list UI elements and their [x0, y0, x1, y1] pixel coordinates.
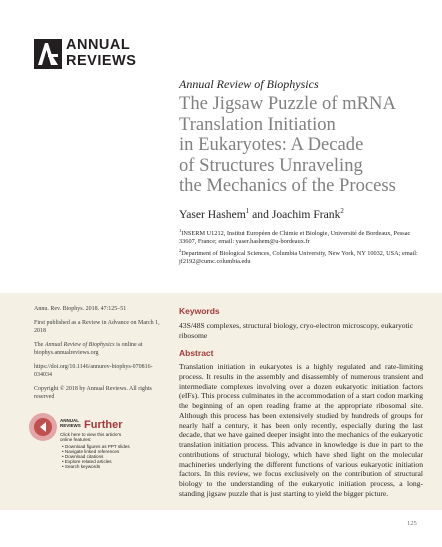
affiliation-text: Department of Biological Sciences, Columbia University, New York, NY 10032, USA; email: jf2192@cumc.columbia.edu [179, 250, 418, 266]
further-item: • Navigate linked references [62, 449, 120, 454]
online-note-journal: Annual Review of Biophysics [44, 342, 115, 348]
title-line: The Jigsaw Puzzle of mRNA [179, 93, 396, 114]
article-info-sidebar [34, 305, 169, 407]
journal-name: Annual Review of Biophysics [179, 77, 319, 91]
title-line: the Mechanics of the Process [179, 175, 396, 197]
author-list [179, 207, 344, 221]
author-conjunction: and [249, 207, 272, 221]
keywords-heading: Keywords [179, 306, 220, 316]
title-line: of Structures Unraveling [179, 154, 363, 176]
affiliation [179, 227, 419, 247]
online-note-suffix: is online at biophys.annualreviews.org [34, 342, 143, 356]
further-brand-annual: ANNUAL [60, 418, 79, 423]
copyright-note: Copyright © 2018 by Annual Reviews. All rights reserved [34, 386, 152, 400]
author-name: Yaser Hashem [179, 207, 246, 221]
annual-reviews-logo-mark [34, 39, 62, 69]
further-badge [26, 410, 166, 482]
affiliation [179, 247, 419, 267]
author-name: Joachim Frank [271, 207, 341, 221]
affiliation-text: INSERM U1212, Institut Européen de Chimie et Biologie, Université de Bordeaux, Pessac 33607, France; email: yaser.hashem@u-bordeaux.fr [179, 230, 411, 246]
author-affiliation-marker: 2 [340, 207, 344, 215]
affiliation-marker: 1 [179, 228, 182, 233]
further-intro-line-1: Click here to view this article's [60, 432, 122, 437]
abstract-text: Translation initiation in eukaryotes is a highly regulated and rate-limiting process. It results in the assembly and disassembly of numerous transient and intermediate complexes involving over a dozen eukaryotic initiation factors (eIFs). This process culminates in the accommodation of a start codon marking the beginning of an open reading frame at the appropriate ribosomal site. Although this process has been extensively studied by hundreds of groups for nearly half a century, it has been only recently, especially during the last decade, that we have gained deeper insight into the mechanics of the eukaryotic translation initiation process. This advance in knowledge is due in part to the contributions of structural biology, which have shed light on the molecular machineries underlying the different functions of various eukaryotic initiation factors. In this review, we focus exclusively on the contribution of structural biology to the understanding of the eukaryotic initiation process, a long-standing jigsaw puzzle that is just starting to yield the bigger picture. [179, 362, 423, 498]
title-line: Translation Initiation [179, 113, 336, 135]
annual-reviews-logo [34, 38, 154, 70]
further-word: Further [84, 419, 123, 431]
logo-wordmark [66, 38, 136, 69]
citation: Annu. Rev. Biophys. 2018. 47:125–51 [34, 306, 127, 312]
abstract-heading: Abstract [179, 348, 214, 358]
first-published-note: First published as a Review in Advance on March 1, 2018 [34, 320, 160, 334]
title-line: in Eukaryotes: A Decade [179, 134, 364, 156]
online-note-prefix: The [34, 342, 45, 348]
author-affiliation-marker: 1 [245, 207, 250, 215]
logo-line-reviews: REVIEWS [66, 52, 137, 69]
article-title [179, 94, 429, 197]
doi-link[interactable]: https://doi.org/10.1146/annurev-biophys-070816-034034 [34, 364, 153, 378]
page-number: 125 [407, 520, 417, 527]
online-note [34, 341, 169, 357]
further-brand-reviews: REVIEWS [60, 423, 81, 428]
logo-line-annual: ANNUAL [66, 37, 131, 53]
further-item: • Search keywords [62, 464, 101, 469]
affiliation-marker: 2 [179, 248, 182, 253]
further-features-box[interactable] [26, 410, 166, 482]
further-item: • Download citations [62, 454, 104, 459]
further-intro-line-2: online features: [60, 437, 92, 442]
further-item: • Explore related articles [62, 459, 112, 464]
keywords-text: 43S/48S complexes, structural biology, cryo-electron microscopy, eukaryotic ribosome [179, 321, 414, 340]
further-item: • Download figures as PPT slides [62, 444, 130, 449]
